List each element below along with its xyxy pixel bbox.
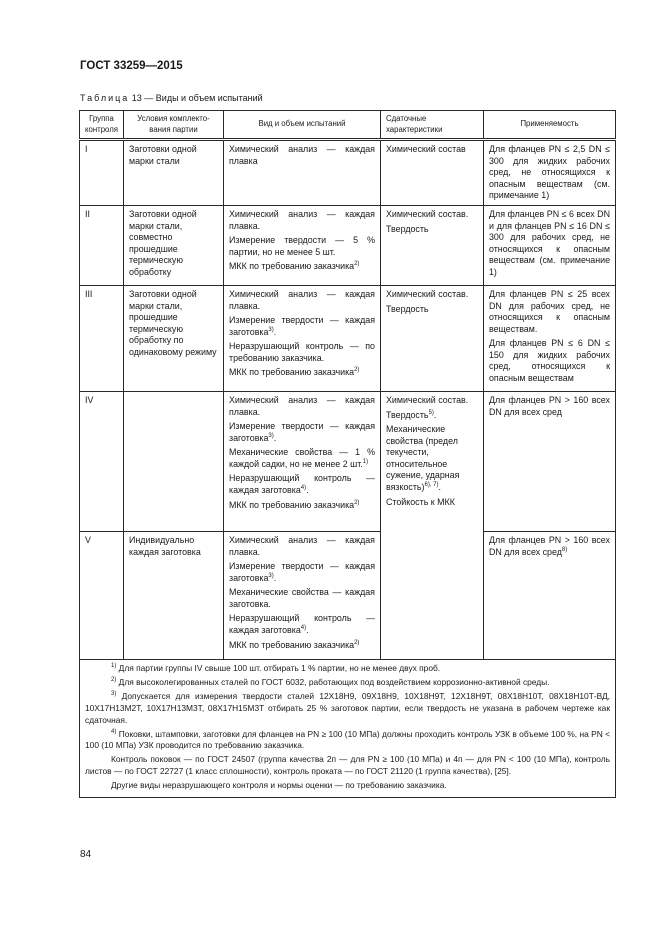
footnote-ref: 2) <box>354 639 360 646</box>
footnote-ref: 4) <box>300 625 307 631</box>
header-tests: Вид и объем испытаний <box>224 111 381 140</box>
characteristics-cell: Химический состав. Твердость <box>381 205 484 285</box>
applicability-cell: Для фланцев PN ≤ 2,5 DN ≤ 300 для жидких рабочих сред, не относящихся к опасным веществам (см. примечание 1) <box>484 140 616 206</box>
notes-cell <box>80 659 616 797</box>
table-caption <box>80 93 263 103</box>
characteristics-cell: Химический состав <box>381 140 484 206</box>
tests-cell: Химический анализ — каждая плавка. Измерение твердости — каждая заготовка$^{3)}$. Механические свойства — каждая заготовка. Неразрушающий контроль — каждая заготовка$^{4)}$. МКК по требованию заказчика$^{2)}$ <box>224 531 381 659</box>
footnote-ref: 5) <box>428 409 434 416</box>
note-2: $^{2)}$ Для высоколегированных сталей по ГОСТ 6032, работающих под воздействием коррозионно-активной среды. <box>111 676 550 687</box>
group-cell: II <box>80 205 124 285</box>
table-header-row <box>80 111 616 140</box>
header-applicability: Применяемость <box>484 111 616 140</box>
characteristics-cell: Химический состав. Твердость$^{5)}$. Механические свойства (предел текучести, относительное сужение, ударная вязкость)$^{6), 7)}$. Стойкость к МКК <box>381 391 484 659</box>
group-cell: III <box>80 285 124 391</box>
conditions-cell: Заготовки одной марки стали, прошедшие термическую обработку по одинаковому режиму <box>124 285 224 391</box>
header-characteristics: Сдаточные характеристики <box>381 111 484 140</box>
tests-cell: Химический анализ — каждая плавка. Измерение твердости — 5 % партии, но не менее 5 шт. МКК по требованию заказчика$^{2)}$ <box>224 205 381 285</box>
footnote-ref: 4) <box>300 485 307 491</box>
group-cell: IV <box>80 391 124 531</box>
note-6: Другие виды неразрушающего контроля и нормы оценки — по требованию заказчика. <box>111 780 447 791</box>
note-4: $^{4)}$ Поковки, штамповки, заготовки для фланцев на PN ≥ 100 (10 МПа) должны проходить контроль УЗК в объеме 100 %, на PN < 100 (10 МПа) УЗК проводится по требованию заказчика. <box>85 728 610 751</box>
footnote-ref: 3) <box>268 572 274 579</box>
document-header: ГОСТ 33259—2015 <box>80 60 183 72</box>
page-number: 84 <box>80 849 92 860</box>
table-row <box>80 391 616 531</box>
conditions-cell: Заготовки одной марки стали <box>124 140 224 206</box>
group-cell: I <box>80 140 124 206</box>
caption-title: 13 — Виды и объем испытаний <box>129 93 263 103</box>
footnote-ref: 1) <box>362 458 369 465</box>
tests-cell: Химический анализ — каждая плавка <box>224 140 381 206</box>
note-3: $^{3)}$ Допускается для измерения твердости сталей 12Х18Н9, 09Х18Н9, 10Х18Н9Т, 12Х18Н9Т, 08Х18Н10Т, 08Х18Н10Т-ВД, 10Х17Н13М2Т, 10Х17Н13М3Т, 08Х17Н15М3Т отбирать 25 % заготовок партии, если твердость не указана в рабочем чертеже как сдаточная. <box>85 690 611 725</box>
conditions-cell: Заготовки одной марки стали, совместно прошедшие термическую обработку <box>124 205 224 285</box>
header-group: Группа контроля <box>80 111 124 140</box>
group-cell: V <box>80 531 124 659</box>
applicability-cell: Для фланцев PN > 160 всех DN для всех сред <box>484 391 616 531</box>
tests-table <box>79 110 616 798</box>
footnote-ref: 3) <box>268 432 274 439</box>
table-row <box>80 531 616 659</box>
note-5: Контроль поковок — по ГОСТ 24507 (группа качества 2п — для PN ≥ 100 (10 МПа) и 4п — для PN < 100 (10 МПа), контроль листов — по ГОСТ 22727 (1 класс сплошности), контроль проката — по ГОСТ 21120 (1 группа качества), [25]. <box>85 754 610 777</box>
notes-row <box>80 659 616 797</box>
conditions-cell: Индивидуально каждая заготовка <box>124 531 224 659</box>
tests-cell: Химический анализ — каждая плавка. Измерение твердости — каждая заготовка$^{3)}$. Неразрушающий контроль — по требованию заказчика. МКК по требованию заказчика$^{2)}$ <box>224 285 381 391</box>
table-row <box>80 285 616 391</box>
table-row <box>80 140 616 206</box>
note-1: $^{1)}$ Для партии группы IV свыше 100 шт. отбирать 1 % партии, но не менее двух проб. <box>111 662 441 673</box>
characteristics-cell: Химический состав. Твердость <box>381 285 484 391</box>
footnote-ref: 6), 7) <box>424 482 439 488</box>
footnote-ref: 2) <box>354 499 360 506</box>
conditions-cell <box>124 391 224 531</box>
applicability-cell: Для фланцев PN ≤ 6 всех DN и для фланцев PN ≤ 16 DN ≤ 300 для рабочих сред, не относящихся к опасным веществам (см. примечание 1) <box>484 205 616 285</box>
caption-prefix: Таблица <box>80 93 130 103</box>
footnote-ref: 8) <box>561 546 568 553</box>
applicability-cell: Для фланцев PN > 160 всех DN для всех сред$^{8)}$ <box>484 531 616 659</box>
footnote-ref: 2) <box>354 261 360 268</box>
footnote-ref: 2) <box>354 367 360 374</box>
footnote-ref: 3) <box>268 326 274 333</box>
applicability-cell: Для фланцев PN ≤ 25 всех DN для рабочих сред, не относящихся к опасным веществам. Для фланцев PN ≤ 6 DN ≤ 150 для жидких рабочих сред, относящихся к опасным веществам <box>484 285 616 391</box>
tests-cell: Химический анализ — каждая плавка. Измерение твердости — каждая заготовка$^{3)}$. Механические свойства — 1 % каждой садки, но не менее 2 шт.$^{1)}$ Неразрушающий контроль — каждая заготовка$^{4)}$. МКК по требованию заказчика$^{2)}$ <box>224 391 381 531</box>
table-row <box>80 205 616 285</box>
header-conditions: Условия комплекто- вания партии <box>124 111 224 140</box>
